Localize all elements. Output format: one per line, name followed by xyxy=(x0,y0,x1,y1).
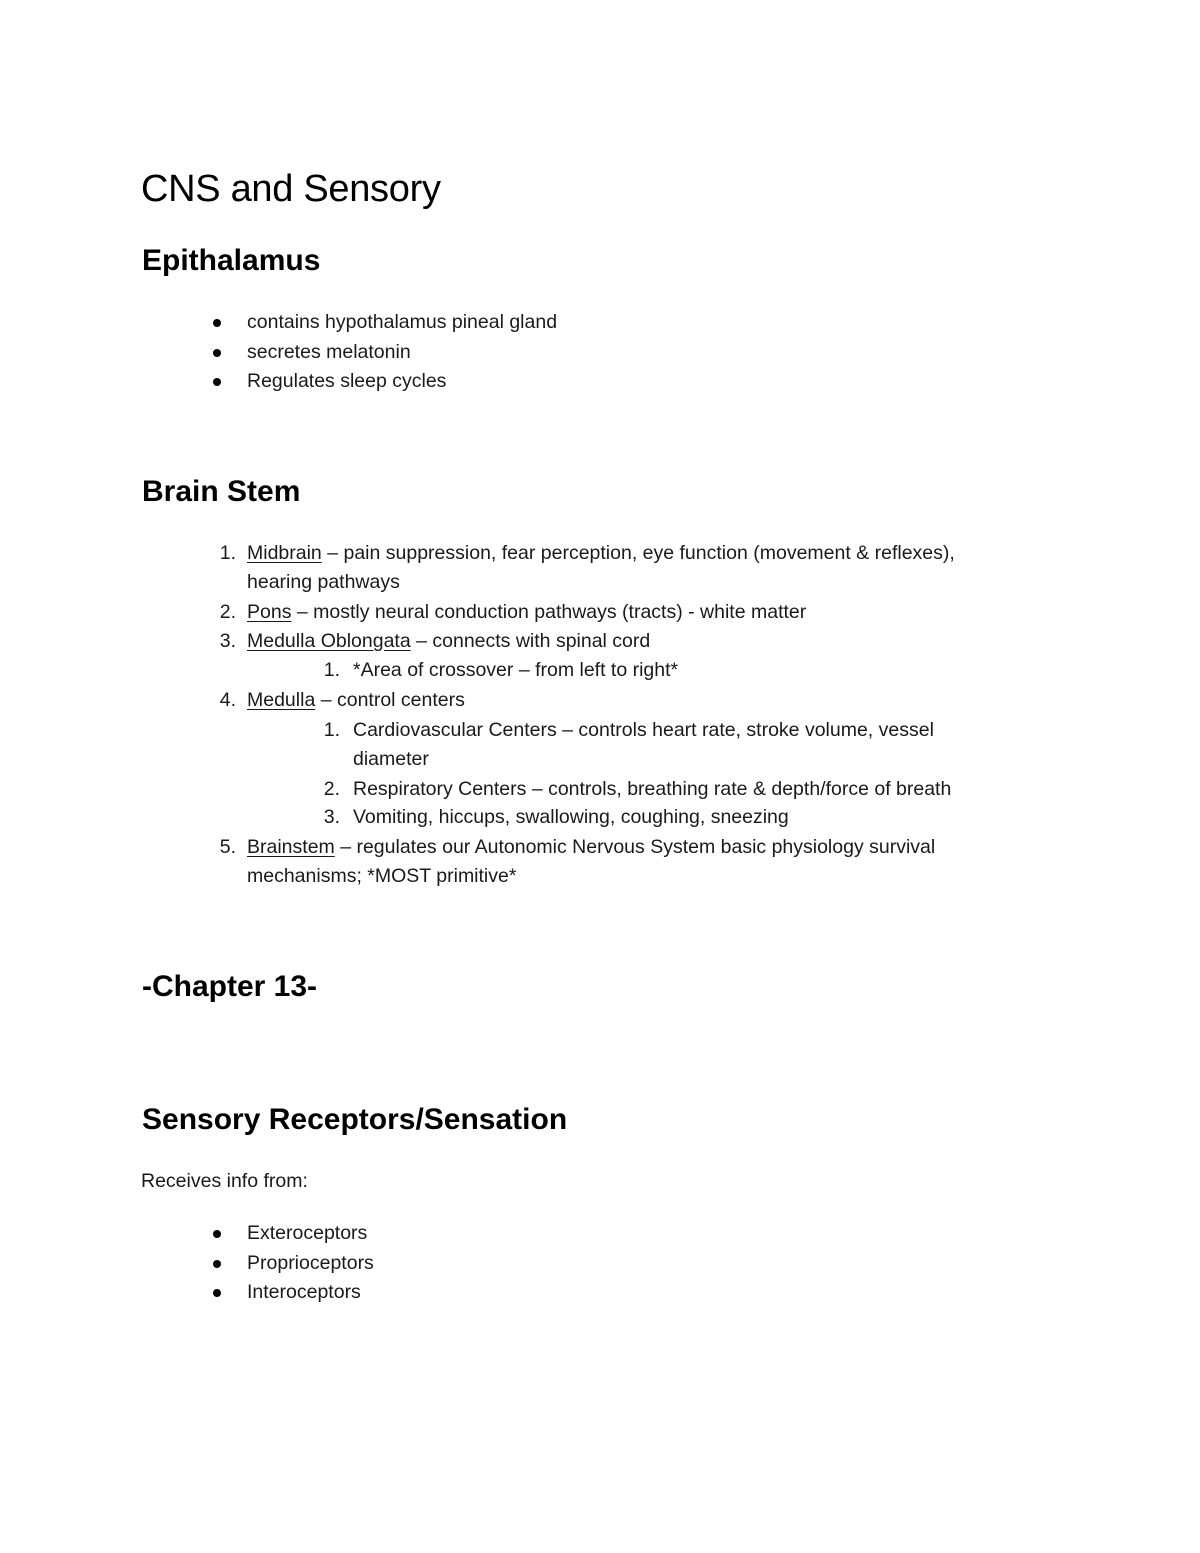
bullet-icon xyxy=(213,349,221,357)
document-title: CNS and Sensory xyxy=(141,168,441,210)
list-number: 2. xyxy=(219,601,236,623)
bullet-icon xyxy=(213,378,221,386)
sub-list-number: 1. xyxy=(323,659,340,681)
list-number: 5. xyxy=(219,836,236,858)
list-item: Exteroceptors xyxy=(247,1222,368,1244)
list-item-midbrain xyxy=(247,539,955,569)
sub-list-item: *Area of crossover – from left to right* xyxy=(353,659,679,681)
bullet-icon xyxy=(213,319,221,327)
list-item: Interoceptors xyxy=(247,1281,361,1303)
item-description: – regulates our Autonomic Nervous System basic physiology survival xyxy=(334,836,936,858)
heading-brain-stem: Brain Stem xyxy=(142,475,301,508)
list-item: contains hypothalamus pineal gland xyxy=(247,311,558,333)
bullet-icon xyxy=(213,1230,221,1238)
heading-chapter: -Chapter 13- xyxy=(142,970,318,1003)
list-item-brainstem xyxy=(247,833,935,863)
term-brainstem: Brainstem xyxy=(247,836,335,858)
sub-list-number: 3. xyxy=(323,806,340,828)
term-pons: Pons xyxy=(247,601,292,623)
list-number: 3. xyxy=(219,630,236,652)
item-description: – pain suppression, fear perception, eye function (movement & reflexes), xyxy=(321,542,955,564)
term-medulla-oblongata: Medulla Oblongata xyxy=(247,630,411,652)
item-description-continued: hearing pathways xyxy=(247,571,400,593)
list-item: Proprioceptors xyxy=(247,1252,374,1274)
heading-sensory-receptors: Sensory Receptors/Sensation xyxy=(142,1103,568,1136)
item-description-continued: mechanisms; *MOST primitive* xyxy=(247,865,517,887)
list-number: 1. xyxy=(219,542,236,564)
term-midbrain: Midbrain xyxy=(247,542,322,564)
list-item: Regulates sleep cycles xyxy=(247,370,447,392)
sub-list-item: Respiratory Centers – controls, breathing rate & depth/force of breath xyxy=(353,778,952,800)
list-number: 4. xyxy=(219,689,236,711)
bullet-icon xyxy=(213,1260,221,1268)
list-item: secretes melatonin xyxy=(247,341,411,363)
intro-text: Receives info from: xyxy=(141,1170,308,1192)
list-item-medulla xyxy=(247,686,465,716)
list-item-medulla-oblongata xyxy=(247,627,650,657)
item-description: – connects with spinal cord xyxy=(410,630,651,652)
term-medulla: Medulla xyxy=(247,689,316,711)
sub-list-item-continued: diameter xyxy=(353,748,429,770)
item-description: – control centers xyxy=(315,689,465,711)
bullet-icon xyxy=(213,1289,221,1297)
sub-list-item: Cardiovascular Centers – controls heart rate, stroke volume, vessel xyxy=(353,719,934,741)
list-item-pons xyxy=(247,598,806,628)
heading-epithalamus: Epithalamus xyxy=(142,244,321,277)
item-description: – mostly neural conduction pathways (tracts) - white matter xyxy=(291,601,807,623)
sub-list-item: Vomiting, hiccups, swallowing, coughing, sneezing xyxy=(353,806,789,828)
sub-list-number: 2. xyxy=(323,778,340,800)
sub-list-number: 1. xyxy=(323,719,340,741)
